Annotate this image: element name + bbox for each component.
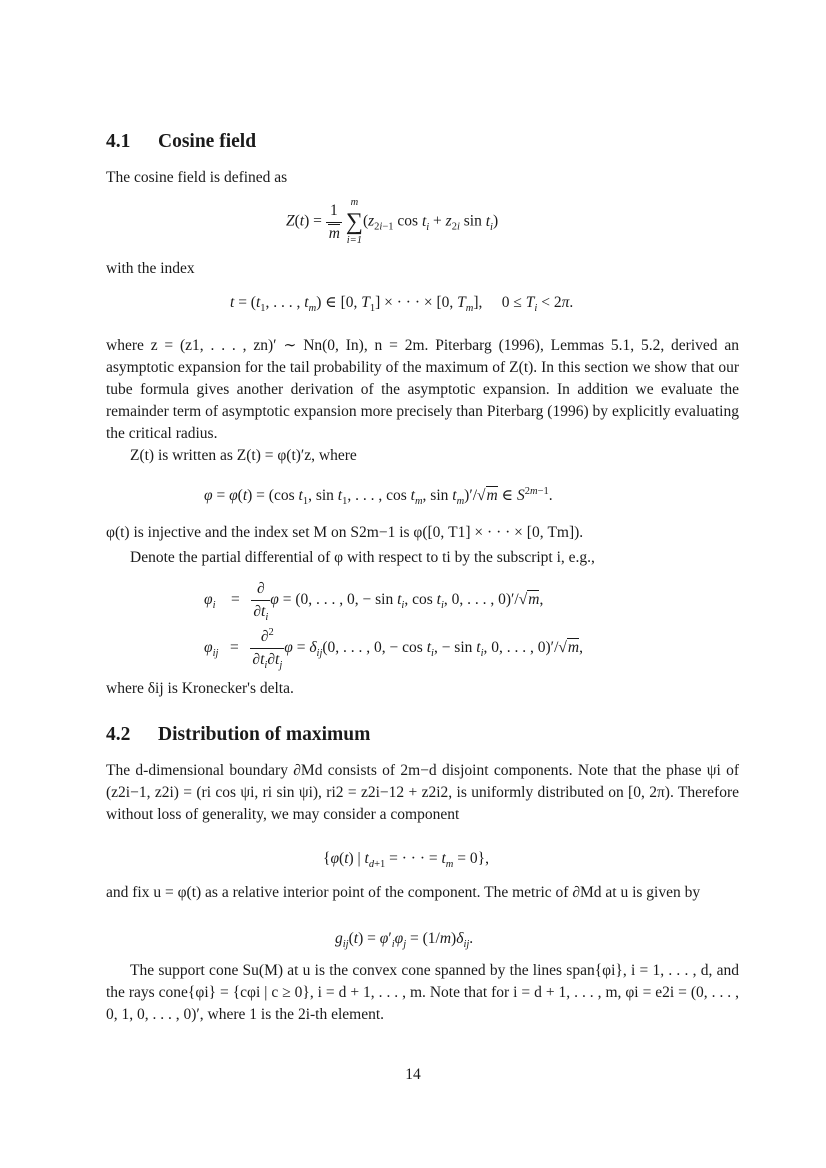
paragraph-support-cone: The support cone Su(M) at u is the convex cone spanned by the lines span{φi}, i = 1, . . . , d, and the rays cone{φi} = {cφi | c ≥ 0}, i = d + 1, . . . , m. Note that for i = d + 1, . . . , m, φi = e2i = (0, . . . , 0, 1, 0, . . . , 0)′, where 1 is the 2i-th element. (106, 962, 739, 1023)
section-number: 4.1 (106, 131, 131, 152)
with-index-text: with the index (106, 260, 195, 277)
page-number: 14 (405, 1066, 421, 1083)
section-heading-4-2 (106, 724, 370, 746)
paragraph-piterbarg: where z = (z1, . . . , zn)′ ∼ Nn(0, In), n = 2m. Piterbarg (1996), Lemmas 5.1, 5.2, derived an asymptotic expansion for the tail probability of the maximum of Z(t). In this section we show that our tube formula gives another derivation of the asymptotic expansion. In addition we evaluate the remainder term of asymptotic expansion more precisely than Piterbarg (1996) by explicitly evaluating the critical radius. (106, 337, 739, 442)
section-title: Cosine field (158, 131, 257, 152)
equation-metric: $g_{ij}(t) = \varphi'_i\varphi_j = (1/m)\delta_{ij}$. (335, 930, 474, 951)
equation-phi-ij: $\varphi_{ij}$ = $\frac{\partial^2}{\partial t_i\partial t_j}$ $\varphi = \delta_{ij}(0$, . . . , 0, − $\cos t_i$, − $\sin t_i$, 0, . . . , 0)′/√m, (204, 626, 583, 672)
equation-index-set: $t = (t_1$, . . . , $t_m$) ∈ [0, $T_1$] × · · · × [0, $T_m$], $0 \le T_i < 2\pi$. (230, 294, 574, 315)
section-title: Distribution of maximum (158, 724, 371, 745)
injective-text: φ(t) is injective and the index set M on S2m−1 is φ([0, T1] × · · · × [0, Tm]). (106, 524, 584, 541)
denote-text: Denote the partial differential of φ with respect to ti by the subscript i, e.g., (130, 549, 595, 566)
kronecker-text: where δij is Kronecker's delta. (106, 680, 294, 697)
section-number: 4.2 (106, 724, 131, 745)
equation-cosine-field: Z(t) = $\frac{1}{m}$ m ∑ i=1 ($z_{2i-1}$ $\cos t_i + z_{2i}$ $\sin t_i$) (286, 197, 499, 246)
zt-written-text: Z(t) is written as Z(t) = φ(t)′z, where (130, 447, 357, 464)
equation-phi: φ = φ(t) = (cos $t_1$, $\sin t_1$, . . . , $\cos t_m$, $\sin t_m)'/√m$ ∈ $S^{2m-1}$. (204, 485, 553, 508)
equation-component: {φ(t) | $t_{d+1}$ = · · · = $t_m = 0$}, (323, 850, 489, 871)
paragraph-metric: and fix u = φ(t) as a relative interior point of the component. The metric of ∂Md at u is given by (106, 884, 701, 901)
equation-phi-i: $\varphi_i$ = $\frac{\partial}{\partial t_i}$ φ = (0, . . . , 0, − $\sin t_i$, $\cos t_i$, 0, . . . , 0)′/√m, (204, 580, 544, 624)
intro-text: The cosine field is defined as (106, 169, 288, 186)
section-heading-4-1 (106, 131, 256, 153)
paragraph-boundary: The d-dimensional boundary ∂Md consists of 2m−d disjoint components. Note that the phase ψi of (z2i−1, z2i) = (ri cos ψi, ri sin ψi), ri2 = z2i−12 + z2i2, is uniformly distributed on [0, 2π). Therefore without loss of generality, we may consider a component (106, 762, 739, 823)
